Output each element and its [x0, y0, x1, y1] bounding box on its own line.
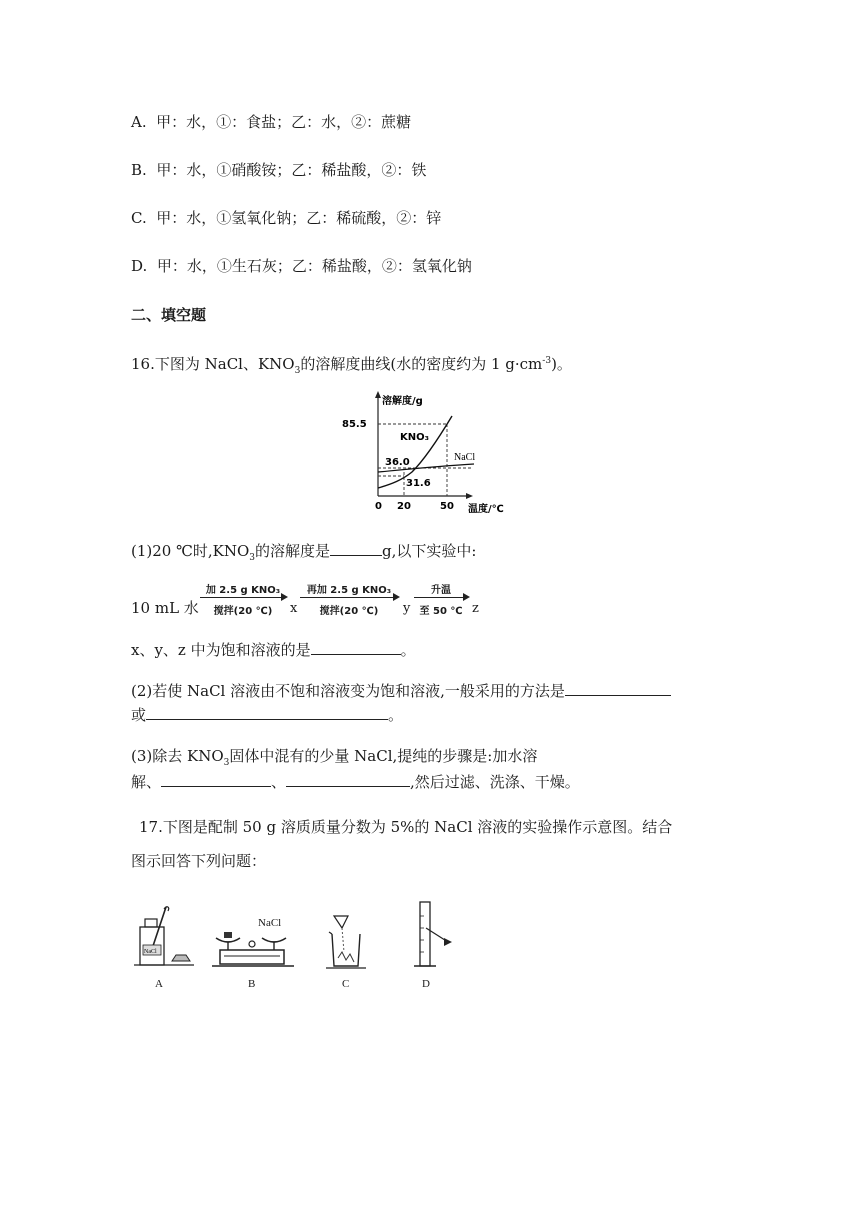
subscript: 3: [249, 553, 256, 563]
beaker-lip: [329, 932, 332, 934]
nacl-label: NaCl: [454, 452, 476, 463]
question-text: x、y、z 中为饱和溶液的是: [131, 641, 311, 659]
y-tick-label: 85.5: [342, 419, 367, 430]
flow-start: 10 mL 水: [131, 599, 199, 617]
kno3-label: KNO₃: [400, 432, 429, 443]
q16-part3-text: (3)除去 KNO: [131, 747, 224, 765]
arrow-head-icon: [393, 593, 400, 601]
apparatus-label: C: [342, 978, 350, 990]
apparatus-label: D: [422, 978, 430, 990]
superscript: -3: [542, 356, 552, 366]
subscript: 3: [294, 366, 301, 376]
flow-arrow-top: 升温: [431, 585, 451, 596]
q16-part2-text: 或: [131, 706, 147, 724]
q16-part2-text: 。: [388, 706, 404, 724]
q16-intro-text: 16.下图为 NaCl、KNO: [131, 355, 295, 373]
answer-blank[interactable]: [311, 638, 401, 655]
apparatus-b-figure: [212, 914, 294, 968]
q16-part2-text: (2)若使 NaCl 溶液由不饱和溶液变为饱和溶液,一般采用的方法是: [131, 682, 565, 700]
flow-arrow-top: 再加 2.5 g KNO₃: [306, 585, 392, 596]
y-tick-label: 36.0: [385, 457, 410, 468]
option-c: [131, 207, 441, 229]
answer-blank[interactable]: [146, 703, 388, 720]
q16-part1-text: 的溶解度是: [255, 542, 331, 560]
arrow-head-icon: [463, 593, 470, 601]
q17-line2: 图示回答下列问题：: [131, 852, 267, 870]
answer-blank[interactable]: [161, 770, 271, 787]
q16-part3-text: ,然后过滤、洗涤、干燥。: [410, 773, 580, 791]
question-text: 。: [400, 641, 416, 659]
option-text: 甲：水，①：食盐；乙：水，②：蔗糖: [156, 113, 412, 131]
arrow-line: [414, 597, 468, 598]
section-title: 二、填空题: [131, 306, 207, 324]
q16-part1-text: g,以下实验中:: [382, 542, 477, 560]
q16-intro: [131, 350, 572, 382]
solid-particles: [338, 952, 354, 962]
bottle-neck: [145, 919, 157, 927]
x-axis-arrow: [466, 493, 473, 499]
bottle-label: NaCl: [144, 949, 157, 955]
right-pan: [262, 938, 286, 942]
option-d: [131, 255, 472, 277]
option-text: 甲：水，①硝酸铵；乙：稀盐酸，②：铁: [156, 161, 427, 179]
nacl-label: NaCl: [258, 917, 282, 929]
q16-part2: [131, 679, 671, 702]
q16-part2-cont: [131, 703, 403, 726]
flow-arrow-bottom: 至 50 ℃: [419, 606, 463, 617]
flow-result: z: [472, 601, 479, 616]
y-axis-label: 溶解度/g: [382, 396, 423, 407]
y-axis-arrow: [375, 391, 381, 398]
beaker: [332, 934, 360, 966]
arrow-line: [200, 597, 286, 598]
option-text: 甲：水，①生石灰；乙：稀盐酸，②：氢氧化钠: [156, 257, 472, 275]
q16-part3-text: 、: [271, 773, 287, 791]
q16-saturated-question: [131, 638, 416, 661]
q16-intro-text: 的溶解度曲线(水的密度约为 1 g·cm: [300, 355, 543, 373]
stopper: [172, 955, 190, 961]
eye-icon: [444, 938, 452, 946]
x-tick-label: 50: [440, 501, 454, 512]
option-letter: B.: [131, 161, 147, 179]
x-tick-label: 20: [397, 501, 411, 512]
option-letter: D.: [131, 257, 148, 275]
answer-blank[interactable]: [565, 679, 671, 696]
flow-result: y: [403, 601, 411, 616]
option-letter: A.: [131, 113, 147, 131]
q16-intro-text: )。: [551, 355, 572, 373]
flow-arrow-2: [300, 581, 398, 617]
answer-blank[interactable]: [286, 770, 410, 787]
graduated-cylinder: [420, 902, 430, 966]
subscript: 3: [223, 758, 230, 768]
answer-blank[interactable]: [330, 539, 382, 556]
q16-part3-text: 解、: [131, 773, 162, 791]
option-a: [131, 111, 411, 133]
flow-arrow-1: [200, 581, 286, 617]
apparatus-label: B: [248, 978, 256, 990]
option-letter: C.: [131, 209, 147, 227]
option-text: 甲：水，①氢氧化钠；乙：稀硫酸，②：锌: [156, 209, 442, 227]
weight: [224, 932, 232, 938]
paper-funnel: [334, 916, 348, 928]
y-tick-label: 31.6: [406, 478, 431, 489]
flow-arrow-bottom: 搅拌(20 ℃): [319, 606, 379, 617]
q17-line1: 17.下图是配制 50 g 溶质质量分数为 5%的 NaCl 溶液的实验操作示意图。结合: [139, 818, 673, 836]
flow-arrow-bottom: 搅拌(20 ℃): [213, 606, 273, 617]
balance-knob: [249, 941, 255, 947]
flow-arrow-3: [414, 581, 468, 617]
arrow-head-icon: [281, 593, 288, 601]
solubility-chart: [340, 388, 520, 518]
apparatus-c-figure: [326, 912, 366, 970]
option-b: [131, 159, 426, 181]
q16-part3-cont: [131, 770, 580, 793]
x-axis-label: 温度/℃: [468, 504, 504, 515]
arrow-line: [300, 597, 398, 598]
q16-part3-text: 固体中混有的少量 NaCl,提纯的步骤是:加水溶: [229, 747, 538, 765]
flow-result: x: [290, 601, 298, 616]
q16-part1: [131, 539, 476, 569]
apparatus-d-figure: [408, 898, 454, 972]
apparatus-label: A: [155, 978, 163, 990]
flow-arrow-top: 加 2.5 g KNO₃: [205, 585, 281, 596]
q16-part1-text: (1)20 ℃时,KNO: [131, 542, 250, 560]
apparatus-a-figure: [134, 905, 194, 969]
left-pan: [216, 938, 240, 942]
pouring-stream: [342, 928, 344, 952]
balance-base: [220, 950, 284, 964]
x-tick-label: 0: [375, 501, 382, 512]
